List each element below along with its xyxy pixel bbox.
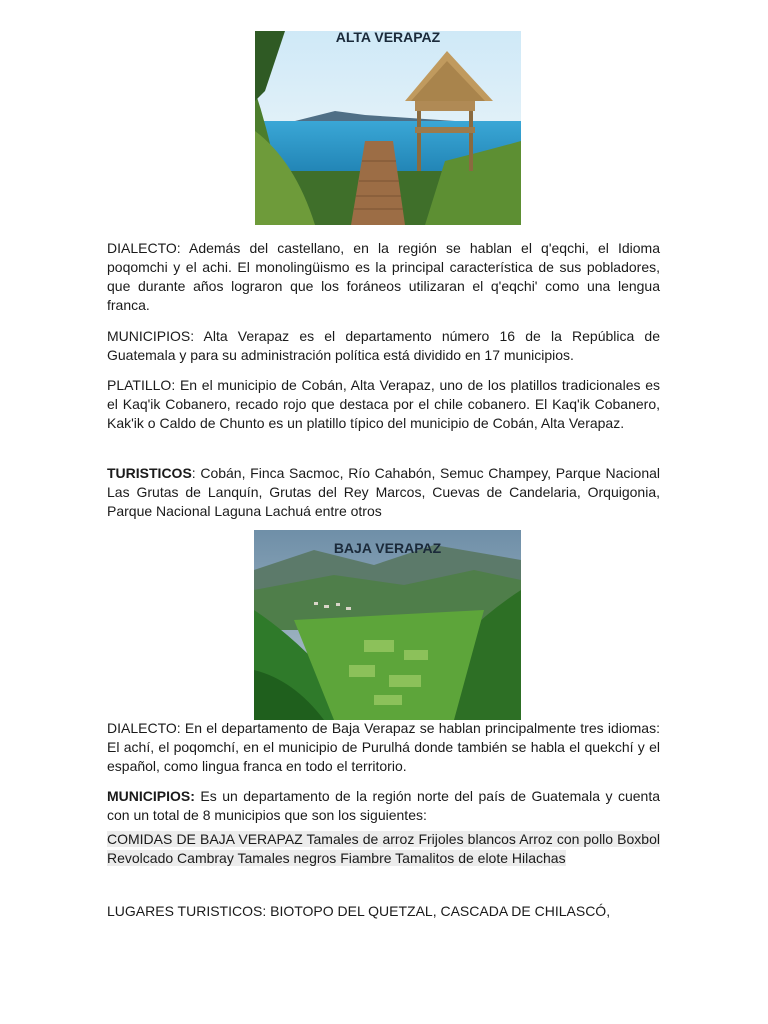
baja-verapaz-image-title: BAJA VERAPAZ xyxy=(333,540,442,556)
alta-municipios-paragraph: MUNICIPIOS: Alta Verapaz es el departamento número 16 de la República de Guatemala y para su administración política está dividido en 17 municipios. xyxy=(107,328,660,363)
baja-municipios-paragraph xyxy=(107,787,660,825)
baja-verapaz-image xyxy=(254,530,521,720)
alta-turisticos-text: : Cobán, Finca Sacmoc, Río Cahabón, Semuc Champey, Parque Nacional Las Grutas de Lanquín, Grutas del Rey Marcos, Cuevas de Candelaria, Orquigonia, Parque Nacional Laguna Lachuá entre otros xyxy=(107,465,660,519)
alta-dialecto-paragraph: DIALECTO: Además del castellano, en la región se hablan el q'eqchi, el Idioma poqomchi y el achi. El monolingüismo es la principal característica de sus pobladores, que durante años lograron que los foráneos utilizaran el q'eqchi' como una lengua franca. xyxy=(107,240,660,313)
baja-municipios-label: MUNICIPIOS: xyxy=(107,788,195,804)
baja-municipios-text: Es un departamento de la región norte del país de Guatemala y cuenta con un total de 8 municipios que son los siguientes: xyxy=(107,788,660,823)
baja-lugares-paragraph: LUGARES TURISTICOS: BIOTOPO DEL QUETZAL, CASCADA DE CHILASCÓ, xyxy=(107,903,611,919)
valley-illustration xyxy=(254,530,521,720)
baja-comidas-paragraph xyxy=(107,830,660,868)
alta-verapaz-image-title: ALTA VERAPAZ xyxy=(335,31,441,45)
alta-verapaz-image xyxy=(255,31,521,225)
baja-dialecto-paragraph: DIALECTO: En el departamento de Baja Verapaz se hablan principalmente tres idiomas: El achí, el poqomchí, en el municipio de Purulhá donde también se habla el quekchí y el español, como lingua franca en todo el territorio. xyxy=(107,720,660,774)
lake-dock-illustration xyxy=(255,31,521,225)
alta-platillo-paragraph: PLATILLO: En el municipio de Cobán, Alta Verapaz, uno de los platillos tradicionales es el Kaq'ik Cobanero, recado rojo que destaca por el chile cobanero. El Kaq'ik Cobanero, Kak'ik o Caldo de Chunto es un platillo típico del municipio de Cobán, Alta Verapaz. xyxy=(107,377,660,431)
alta-turisticos-label: TURISTICOS xyxy=(107,465,192,481)
baja-comidas-text: COMIDAS DE BAJA VERAPAZ Tamales de arroz Frijoles blancos Arroz con pollo Boxbol Revolcado Cambray Tamales negros Fiambre Tamalitos de elote Hilachas xyxy=(107,831,660,866)
alta-turisticos-paragraph xyxy=(107,464,660,521)
